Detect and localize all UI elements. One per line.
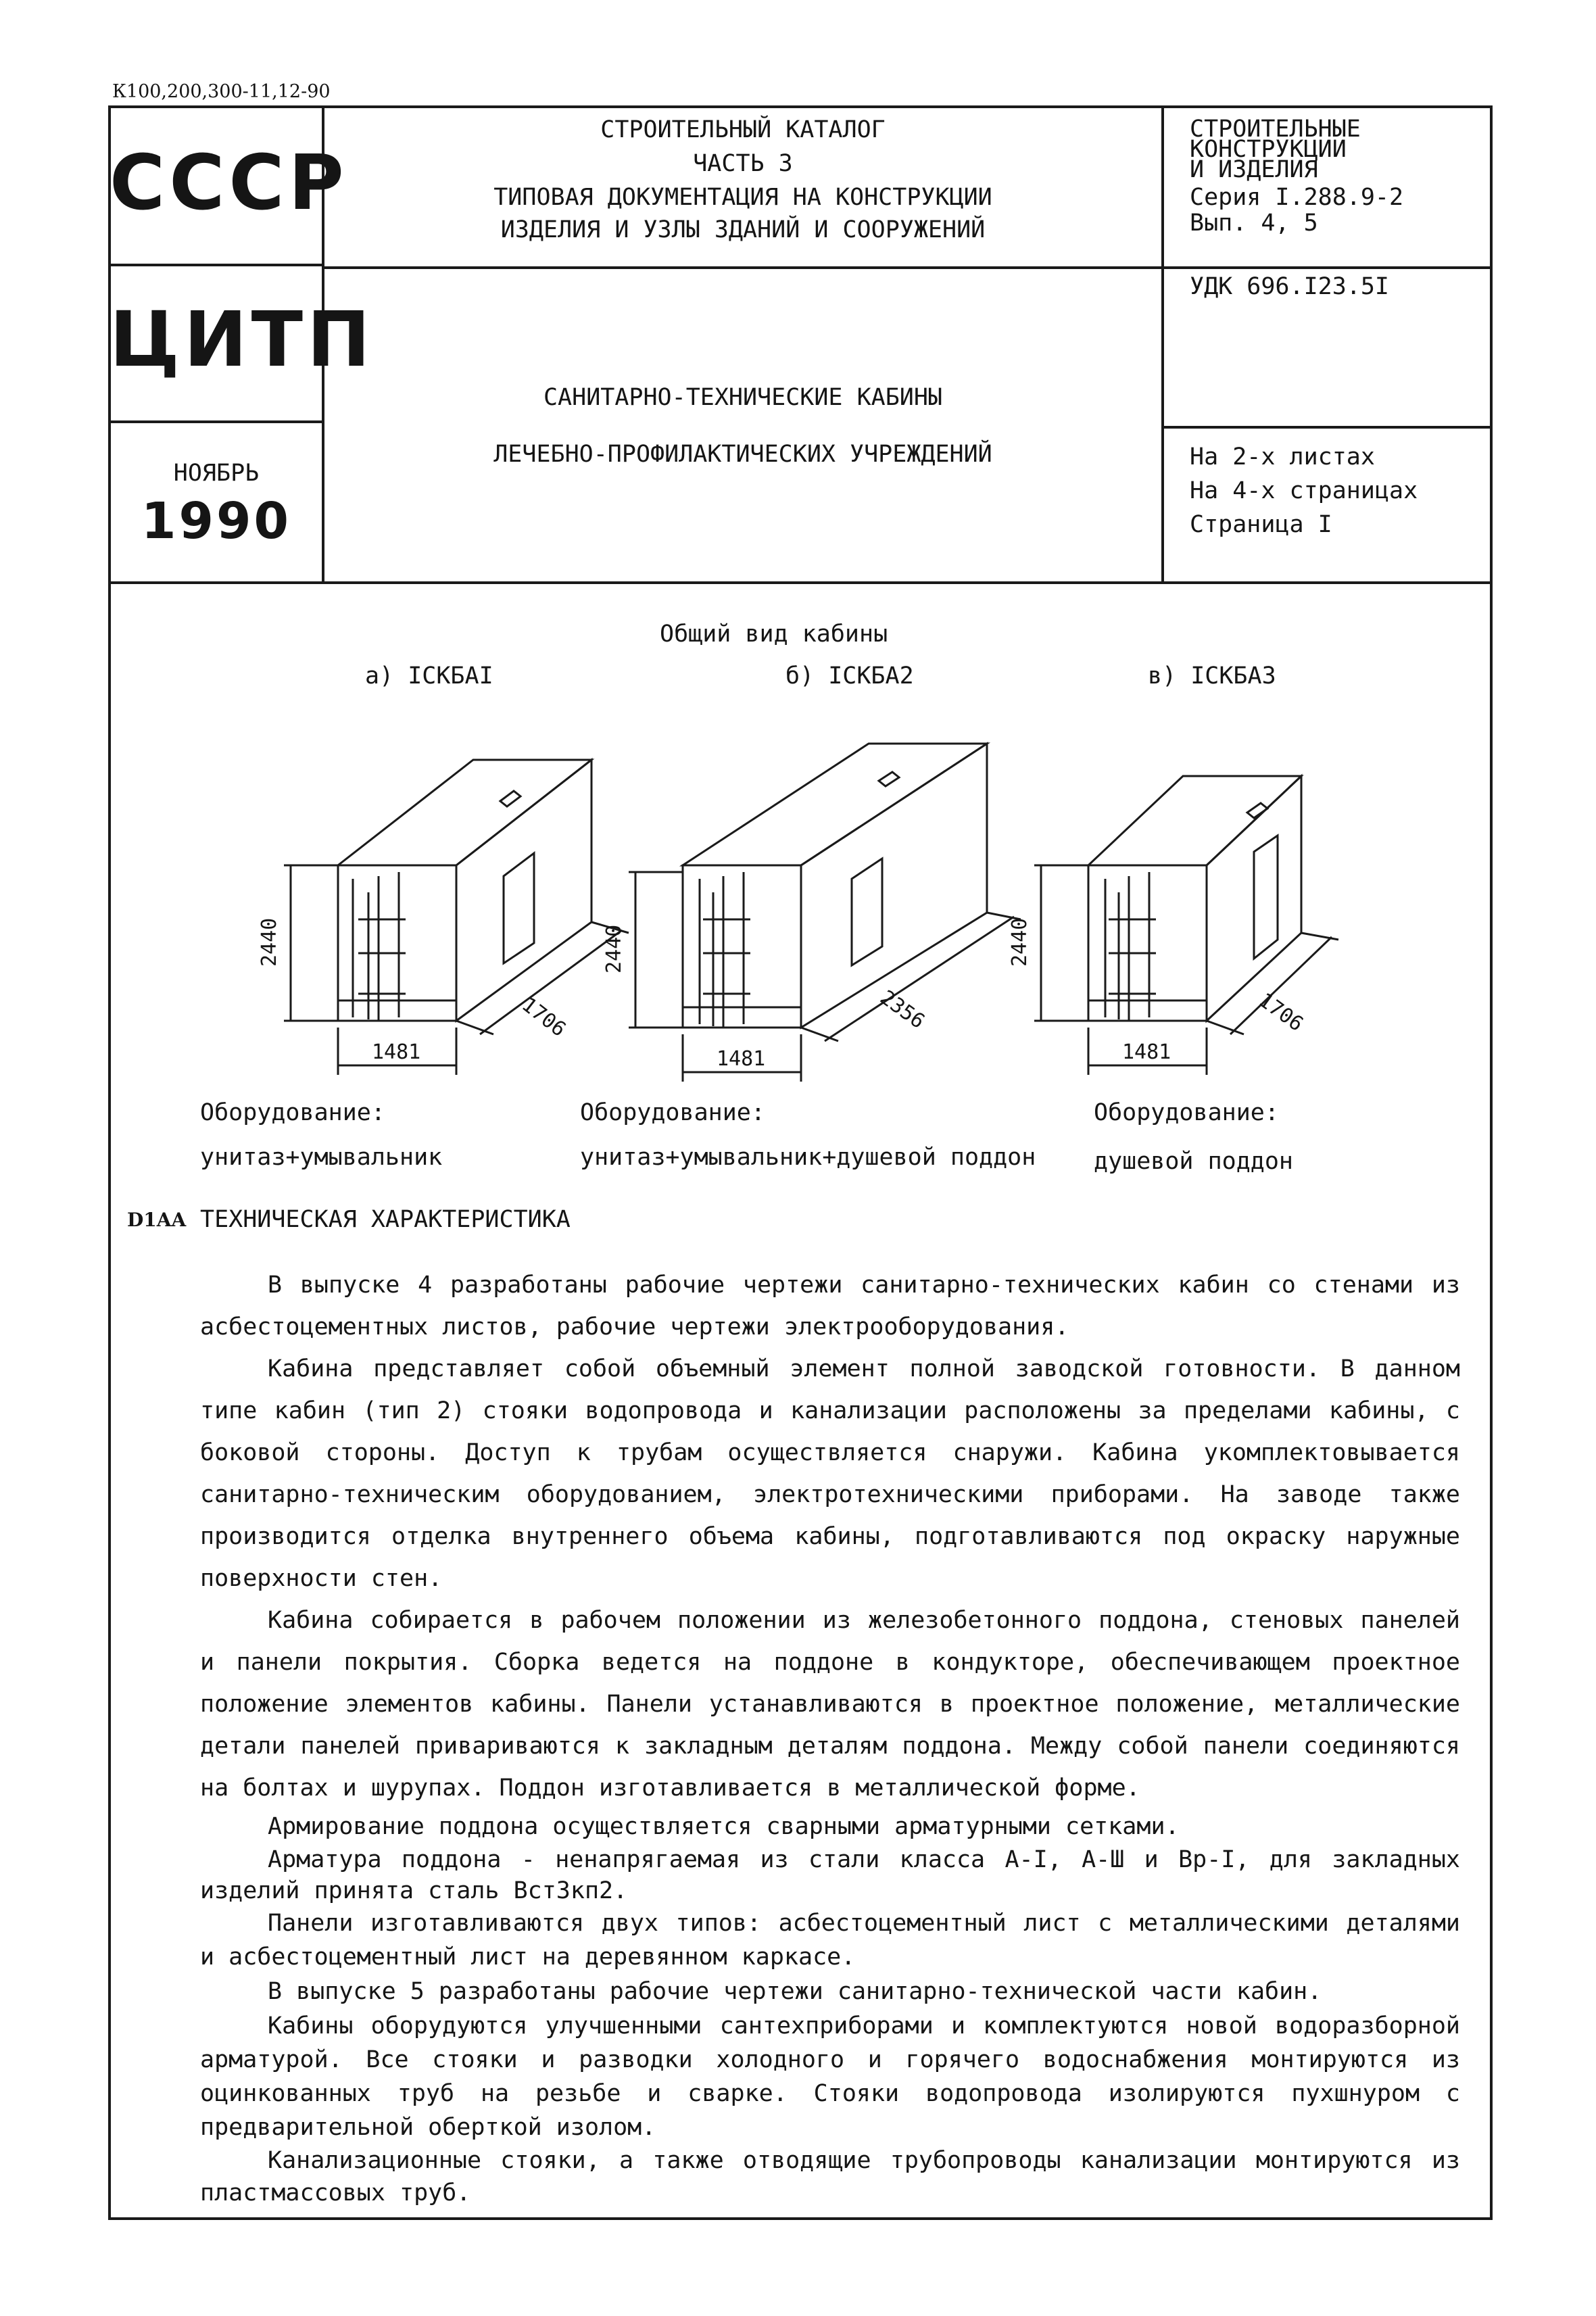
cabin-b-width: 1481: [717, 1047, 766, 1071]
series-line-1: СТРОИТЕЛЬНЫЕ: [1190, 116, 1361, 143]
paragraph-9: Канализационные стояки, а также отводящие трубопроводы канализации монтируются из пластмассовых труб.: [200, 2147, 1460, 2206]
cabin-b-equipment-title: Оборудование:: [580, 1099, 765, 1126]
paragraph-6: Панели изготавливаются двух типов: асбестоцементный лист с металлическими деталями и асбестоцементный лист на деревянном каркасе.: [200, 1910, 1460, 1971]
section-mark: D1AA: [127, 1209, 187, 1231]
series-line-3: И ИЗДЕЛИЯ: [1190, 156, 1318, 183]
citp-label: ЦИТП: [110, 296, 374, 384]
paragraph-5: Арматура поддона - ненапрягаемая из стали класса А-I, А-Ш и Вр-I, для закладных изделий принята сталь ВстЗкп2.: [200, 1846, 1460, 1904]
cabin-a-equipment-title: Оборудование:: [200, 1099, 385, 1126]
right-column-divider: [1161, 105, 1164, 584]
series-line-4: Серия I.288.9-2: [1190, 184, 1404, 211]
cabin-c-equipment: душевой поддон: [1094, 1148, 1294, 1175]
cabin-c-width: 1481: [1122, 1040, 1171, 1064]
cabin-b-drawing: [683, 744, 987, 1028]
paragraph-7: В выпуске 5 разработаны рабочие чертежи санитарно-технической части кабин.: [268, 1978, 1322, 2005]
cabin-c-label: в) ICKБA3: [1148, 662, 1276, 690]
right-row-divider: [1161, 426, 1490, 429]
paragraph-1: В выпуске 4 разработаны рабочие чертежи санитарно-технических кабин со стенами из асбестоцементных листов, рабочие чертежи электрооборудования.: [200, 1272, 1460, 1341]
cabin-b-label: б) ICKБA2: [785, 662, 914, 690]
page-number: Страница I: [1190, 511, 1332, 538]
catalog-line-1: СТРОИТЕЛЬНЫЙ КАТАЛОГ: [600, 116, 886, 143]
cabin-a-equipment: унитаз+умывальник: [200, 1144, 443, 1171]
cabin-c-equipment-title: Оборудование:: [1094, 1099, 1279, 1126]
catalog-line-4: ИЗДЕЛИЯ И УЗЛЫ ЗДАНИЙ И СООРУЖЕНИЙ: [500, 216, 986, 243]
cabin-a-depth: 1706: [517, 992, 571, 1042]
cabin-b-depth: 2356: [875, 986, 929, 1034]
udk-label: УДК 696.I23.5I: [1190, 273, 1390, 300]
cabin-c-height: 2440: [1008, 917, 1032, 967]
cabin-c-dimensions: [1034, 865, 1338, 1075]
catalog-line-3: ТИПОВАЯ ДОКУМЕНТАЦИЯ НА КОНСТРУКЦИИ: [493, 184, 992, 211]
section-title: ТЕХНИЧЕСКАЯ ХАРАКТЕРИСТИКА: [200, 1206, 571, 1233]
cabin-b-height: 2440: [602, 924, 626, 973]
pages-count: На 4-х страницах: [1190, 477, 1418, 504]
cabin-c-depth: 1706: [1254, 988, 1308, 1036]
cabin-b-dimensions: [629, 872, 1021, 1082]
paragraph-4: Армирование поддона осуществляется сварными арматурными сетками.: [268, 1813, 1180, 1840]
sheets-count: На 2-х листах: [1190, 443, 1375, 471]
title-line-2: ЛЕЧЕБНО-ПРОФИЛАКТИЧЕСКИХ УЧРЕЖДЕНИЙ: [493, 441, 992, 468]
series-line-5: Вып. 4, 5: [1190, 210, 1318, 237]
left-row-divider-2: [108, 420, 324, 423]
header-bottom-line: [108, 581, 1490, 584]
left-row-divider-1: [108, 264, 324, 266]
cabin-a-label: а) ICKБAI: [365, 662, 493, 690]
ussr-label: СССР: [110, 139, 348, 227]
document-code: К100,200,300-11,12-90: [112, 81, 331, 102]
body-text: [200, 1264, 1460, 2209]
catalog-line-2: ЧАСТЬ 3: [693, 150, 793, 177]
paragraph-8: Кабины оборудуются улучшенными сантехприборами и комплектуются новой водоразборной арматурой. Все стояки и разводки холодного и горячего водоснабжения монтируются из оцинкованных труб на резьбе и сварке. Стояки водопровода изолируются пухшнуром с предварительной оберткой изолом.: [200, 2012, 1460, 2141]
month-label: НОЯБРЬ: [173, 460, 260, 487]
cabin-c-drawing: [1088, 776, 1301, 1021]
title-line-1: САНИТАРНО-ТЕХНИЧЕСКИЕ КАБИНЫ: [543, 384, 942, 411]
cabin-a-height: 2440: [258, 917, 281, 967]
middle-row-divider: [322, 266, 1490, 269]
year-label: 1990: [141, 492, 291, 550]
cabins-drawing: [203, 717, 1420, 1095]
paragraph-3: Кабина собирается в рабочем положении из железобетонного поддона, стеновых панелей и панели покрытия. Сборка ведется на поддоне в кондукторе, обеспечивающем проектное положение элементов кабины. Панели устанавливаются в проектное положение, металлические детали панелей привариваются к закладным деталям поддона. Между собой панели соединяются на болтах и шурупах. Поддон изготавливается в металлической форме.: [200, 1607, 1460, 1802]
cabin-a-width: 1481: [372, 1040, 421, 1064]
cabin-b-equipment: унитаз+умывальник+душевой поддон: [580, 1144, 1036, 1171]
series-line-2: КОНСТРУКЦИИ: [1190, 136, 1347, 163]
figure-title: Общий вид кабины: [660, 621, 888, 648]
paragraph-2: Кабина представляет собой объемный элемент полной заводской готовности. В данном типе кабин (тип 2) стояки водопровода и канализации расположены за пределами кабины, с боковой стороны. Доступ к трубам осуществляется снаружи. Кабина укомплектовывается санитарно-техническим оборудованием, электротехническими приборами. На заводе также производится отделка внутреннего объема кабины, подготавливаются под окраску наружные поверхности стен.: [200, 1355, 1460, 1592]
